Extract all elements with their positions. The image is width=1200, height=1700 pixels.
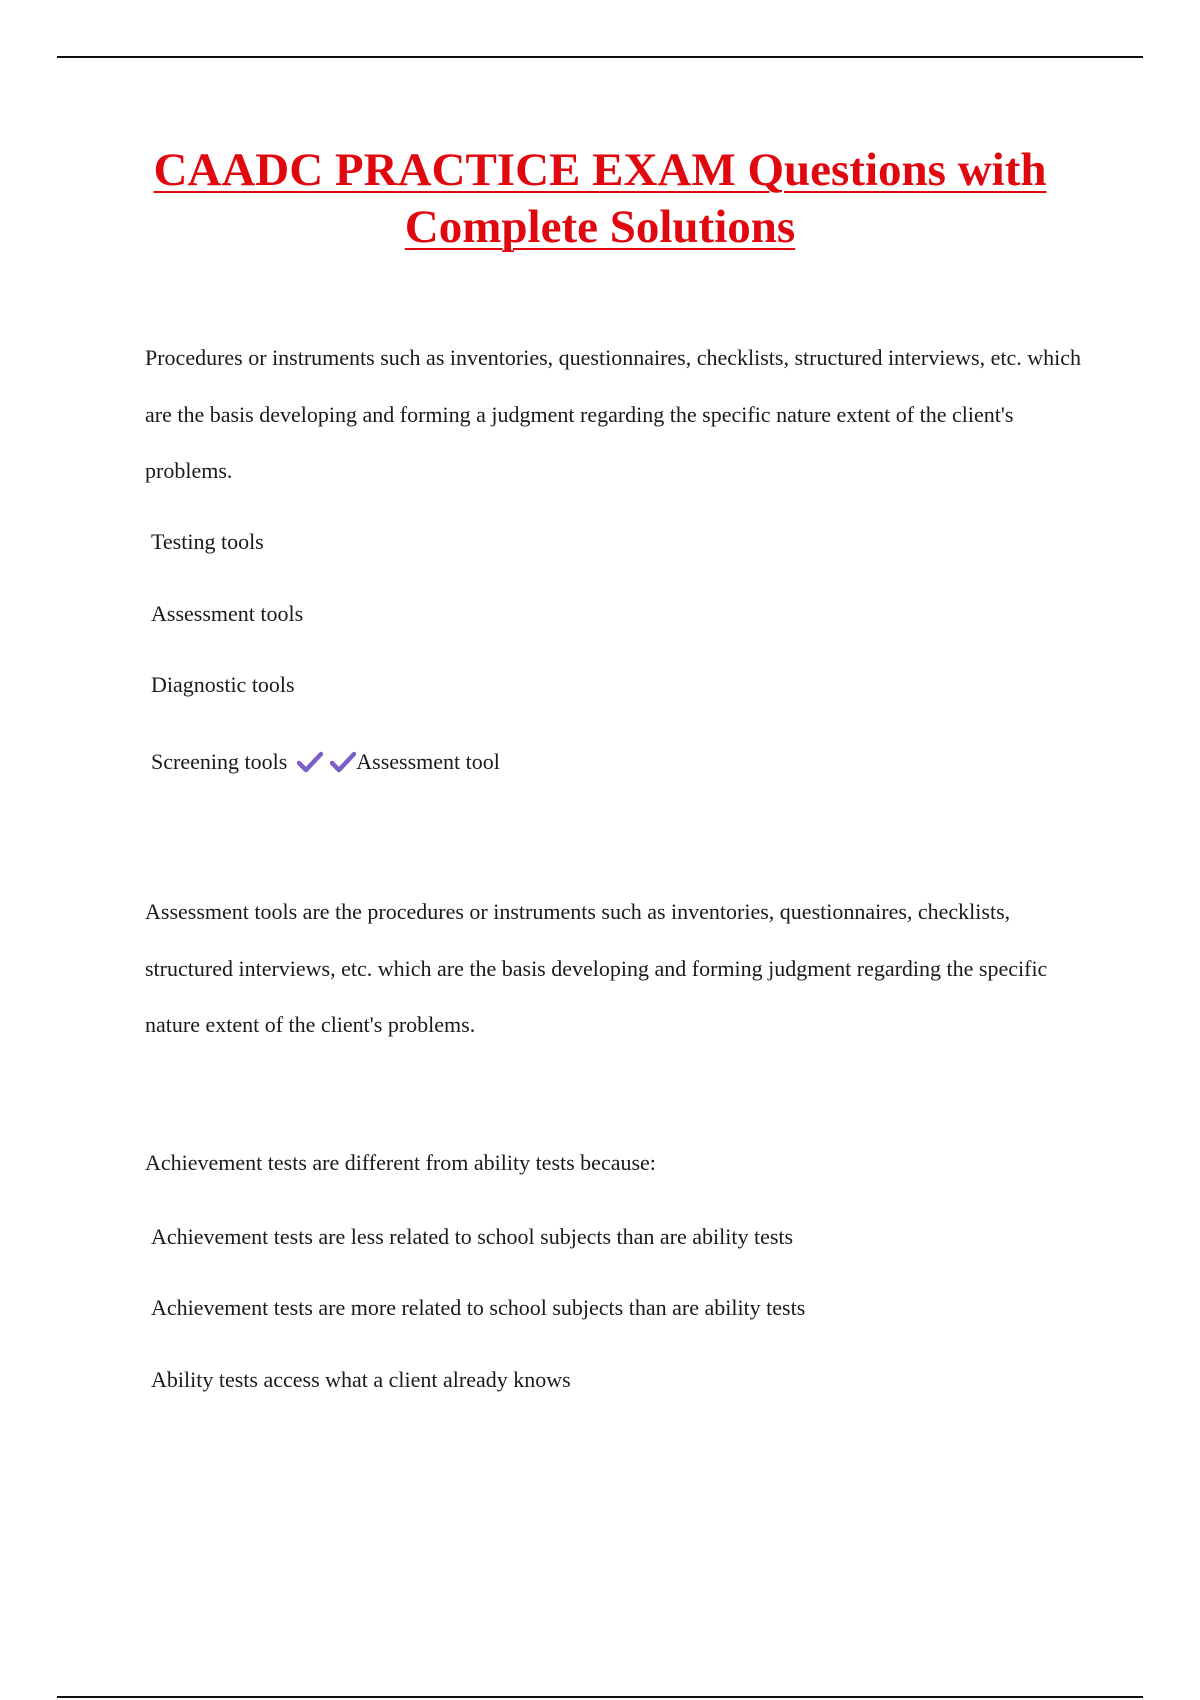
bottom-rule xyxy=(57,1696,1143,1698)
question-2-option-c: Ability tests access what a client already knows xyxy=(151,1367,571,1392)
question-2-option-b: Achievement tests are more related to school subjects than are ability tests xyxy=(151,1295,806,1320)
question-1-explanation: Assessment tools are the procedures or instruments such as inventories, questionnaires, checklists, structured interviews, etc. which are the basis developing and forming judgment regarding the specific nature extent of the client's problems. xyxy=(145,899,1048,1037)
question-1-option-a: Testing tools xyxy=(151,529,264,554)
question-1-option-d: Screening tools xyxy=(151,749,288,774)
document-title xyxy=(100,142,1100,256)
title-line-1: CAADC PRACTICE EXAM Questions with xyxy=(153,144,1047,196)
question-2-prompt: Achievement tests are different from ability tests because: xyxy=(145,1150,656,1175)
check-icon xyxy=(297,751,323,773)
question-1-option-d-with-answer xyxy=(151,747,500,777)
question-2-option-a: Achievement tests are less related to school subjects than are ability tests xyxy=(151,1224,794,1249)
title-line-2: Complete Solutions xyxy=(404,201,796,253)
top-rule xyxy=(57,56,1143,58)
question-1-answer: Assessment tool xyxy=(356,749,500,774)
question-1-option-c: Diagnostic tools xyxy=(151,672,295,697)
check-icon xyxy=(330,751,356,773)
question-1-prompt: Procedures or instruments such as inventories, questionnaires, checklists, structured interviews, etc. which are the basis developing and forming a judgment regarding the specific nature extent of the client's problems. xyxy=(145,345,1081,483)
question-1-option-b: Assessment tools xyxy=(151,601,304,626)
